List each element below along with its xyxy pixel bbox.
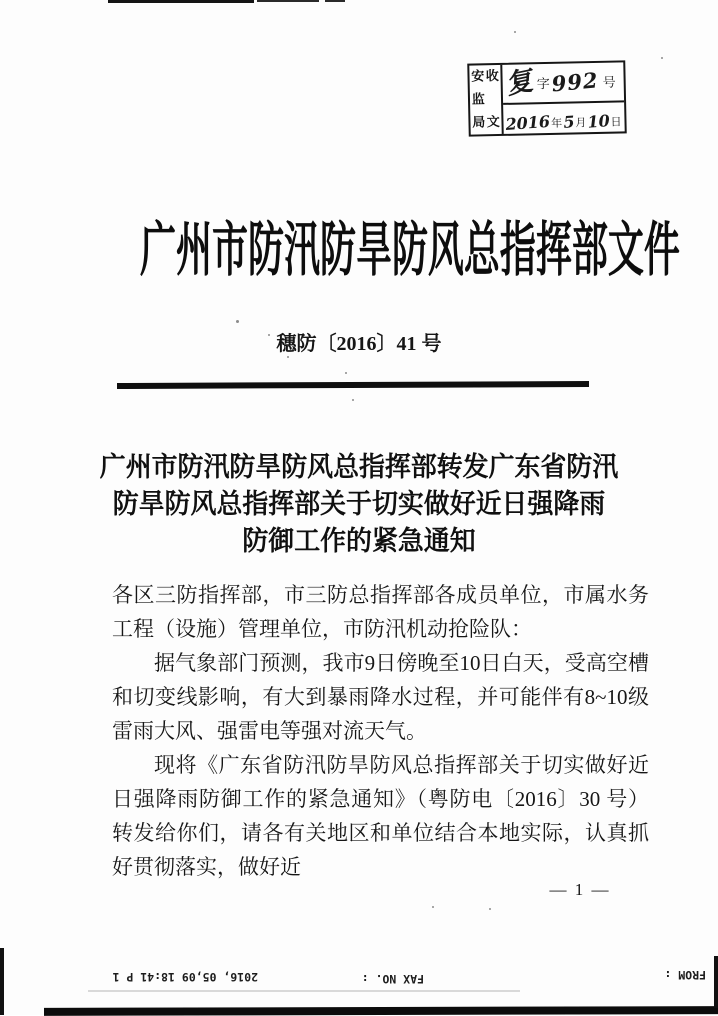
scan-artifact-right-edge [714, 956, 718, 1008]
scan-speck [352, 399, 354, 401]
scan-artifact-top-line [325, 0, 345, 2]
document-body [112, 578, 649, 884]
stamp-date-year-label: 年 [551, 117, 563, 130]
document-subject [14, 449, 703, 560]
scan-artifact-ghost-line [88, 990, 520, 992]
stamp-docword-char: 收 [485, 68, 499, 84]
stamp-docword-column [485, 67, 501, 132]
stamp-date-day: 10 [586, 111, 611, 132]
stamp-agency-char: 监 [471, 91, 485, 107]
stamp-docword-char: 文 [486, 114, 500, 130]
stamp-date-year: 2016 [504, 111, 551, 135]
stamp-date-month-label: 月 [575, 117, 587, 130]
stamp-agency-column [470, 67, 486, 132]
page-number: — 1 — [549, 880, 611, 899]
stamp-date-day-label: 日 [610, 116, 622, 129]
scan-speck [661, 57, 663, 59]
stamp-agency-char: 局 [472, 114, 486, 130]
document-number: 穗防〔2016〕41 号 [276, 333, 442, 355]
stamp-right-cells [502, 62, 624, 134]
stamp-ref-handwritten-char: 复 [502, 65, 536, 102]
stamp-date-row [503, 102, 625, 134]
stamp-agency-cell [469, 65, 504, 135]
received-stamp [467, 60, 626, 136]
scan-speck [287, 356, 289, 358]
stamp-ref-hao-label: 号 [602, 75, 616, 91]
document-org-title: 广州市防汛防旱防风总指挥部文件 [140, 217, 680, 283]
scan-speck [345, 372, 347, 374]
scan-speck [489, 908, 491, 910]
fax-from-label: FROM : [664, 968, 706, 982]
stamp-ref-zi-label: 字 [536, 76, 550, 92]
scan-artifact-left-edge [0, 948, 4, 1015]
stamp-ref-row [502, 62, 624, 104]
scan-artifact-bottom-bar [44, 1006, 718, 1016]
stamp-date-month: 5 [562, 112, 575, 132]
subject-line: 防御工作的紧急通知 [242, 526, 476, 556]
fax-number-label: FAX NO. : [361, 972, 424, 986]
body-paragraph-salutation: 各区三防指挥部，市三防总指挥部各成员单位，市属水务工程（设施）管理单位，市防汛机动抢险队： [112, 583, 649, 641]
scan-speck [514, 31, 516, 33]
subject-line: 防旱防风总指挥部关于切实做好近日强降雨 [112, 489, 606, 519]
stamp-ref-number: 992 [550, 67, 600, 97]
scan-speck [432, 906, 434, 908]
subject-line: 广州市防汛防旱防风总指挥部转发广东省防汛 [99, 452, 619, 482]
body-paragraph: 据气象部门预测，我市9日傍晚至10日白天，受高空槽和切变线影响，有大到暴雨降水过程，并可能伴有8~10级雷雨大风、强雷电等强对流天气。 [112, 651, 649, 743]
fax-timestamp: 2016, 05,09 18:41 P 1 [112, 970, 258, 984]
scan-artifact-top-line [257, 0, 319, 2]
stamp-agency-char: 安 [471, 68, 485, 84]
scan-artifact-top-line [108, 0, 254, 3]
scan-speck [236, 320, 239, 323]
body-paragraph: 现将《广东省防汛防旱防风总指挥部关于切实做好近日强降雨防御工作的紧急通知》（粤防电〔2016〕30 号）转发给你们，请各有关地区和单位结合本地实际，认真抓好贯彻落实，做好近 [112, 753, 649, 879]
separator-rule [117, 381, 589, 389]
